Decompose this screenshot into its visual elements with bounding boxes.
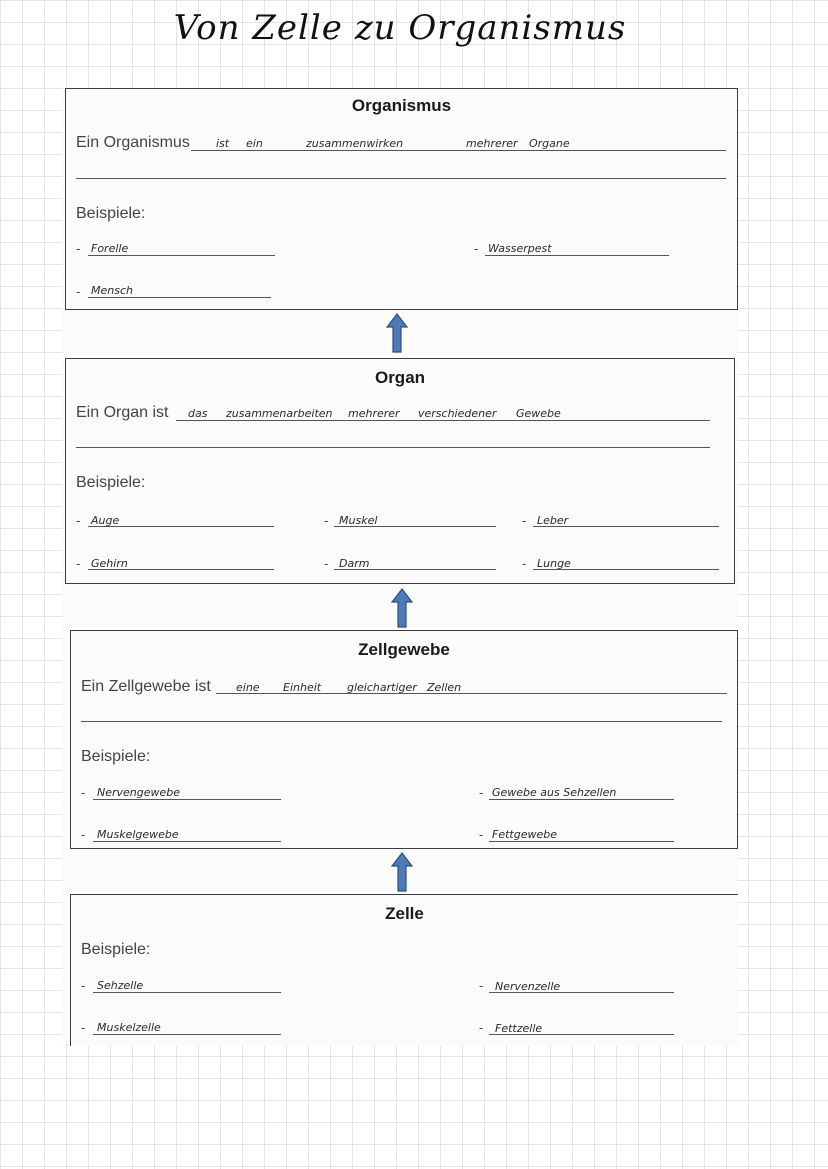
example-line [93,841,281,842]
example-line [88,297,271,298]
organ-example: Darm [339,557,370,570]
organismus-answer-word: ist [216,137,230,150]
zellgewebe-definition-label: Ein Zellgewebe ist [81,678,211,695]
organ-definition-label: Ein Organ ist [76,404,169,421]
organ-example: Auge [91,514,120,527]
organ-definition-line [176,420,710,421]
organismus-definition-line-2 [76,178,726,179]
organismus-definition-line [191,150,726,151]
zellgewebe-answer-word: gleichartiger [347,681,417,694]
zellgewebe-examples-heading: Beispiele: [81,748,151,765]
organismus-example: Wasserpest [488,242,552,255]
zellgewebe-answer-word: Einheit [283,681,322,694]
zellgewebe-example: Gewebe aus Sehzellen [492,786,617,799]
organ-heading: Organ [374,368,426,387]
organismus-definition-label: Ein Organismus [76,134,190,151]
zellgewebe-answer-word: Zellen [427,681,462,694]
organismus-heading: Organismus [351,96,452,115]
zelle-heading: Zelle [385,904,424,923]
up-arrow-icon [386,313,408,358]
example-line [489,799,674,800]
organismus-example: Forelle [91,242,129,255]
zellgewebe-box: Zellgewebe Ein Zellgewebe ist eine Einheit gleichartiger Zellen Beispiele: - Nervengewebe - Gewebe aus Sehzellen - Muskelgewebe - Fettgewebe [70,630,738,849]
zelle-example: Muskelzelle [97,1021,161,1034]
example-line [88,255,275,256]
up-arrow-icon [391,852,413,897]
organ-definition-line-2 [76,447,710,448]
organismus-examples-heading: Beispiele: [76,205,146,222]
organ-example: Muskel [339,514,378,527]
organismus-answer-word: zusammenwirken [306,137,404,150]
organismus-box: Organismus Ein Organismus ist ein zusammenwirken mehrerer Organe Beispiele: - Forelle - Wasserpest - Mensch [65,88,738,310]
example-line [93,992,281,993]
example-line [485,255,669,256]
organ-answer-word: zusammenarbeiten [226,407,333,420]
zellgewebe-example: Fettgewebe [492,828,557,841]
zellgewebe-example: Muskelgewebe [97,828,179,841]
organ-box: Organ Ein Organ ist das zusammenarbeiten mehrerer verschiedener Gewebe Beispiele: - Auge - Muskel - Leber - Gehirn - Darm - Lunge [65,358,735,584]
organismus-answer-word: mehrerer [466,137,518,150]
up-arrow-icon [391,588,413,633]
zelle-box: Zelle Beispiele: - Sehzelle - Nervenzelle - Muskelzelle - Fettzelle [70,894,738,1046]
zelle-example: Fettzelle [495,1022,543,1035]
example-line [93,1034,281,1035]
zellgewebe-example: Nervengewebe [97,786,181,799]
zelle-examples-heading: Beispiele: [81,941,151,958]
organ-example: Lunge [537,557,571,570]
page-title: Von Zelle zu Organismus [173,8,627,48]
organ-example: Leber [537,514,569,527]
zellgewebe-answer-word: eine [236,681,260,694]
organismus-answer-word: ein [246,137,263,150]
organ-answer-word: mehrerer [348,407,400,420]
organ-answer-word: Gewebe [516,407,561,420]
organ-examples-heading: Beispiele: [76,474,146,491]
organismus-example: Mensch [91,284,133,297]
zelle-example: Sehzelle [97,979,144,992]
zelle-example: Nervenzelle [495,980,561,993]
organ-example: Gehirn [91,557,128,570]
zellgewebe-definition-line-2 [81,721,722,722]
example-line [93,799,281,800]
zellgewebe-heading: Zellgewebe [358,640,450,659]
organ-answer-word: verschiedener [418,407,497,420]
organ-answer-word: das [188,407,208,420]
example-line [489,841,674,842]
organismus-answer-word: Organe [529,137,570,150]
